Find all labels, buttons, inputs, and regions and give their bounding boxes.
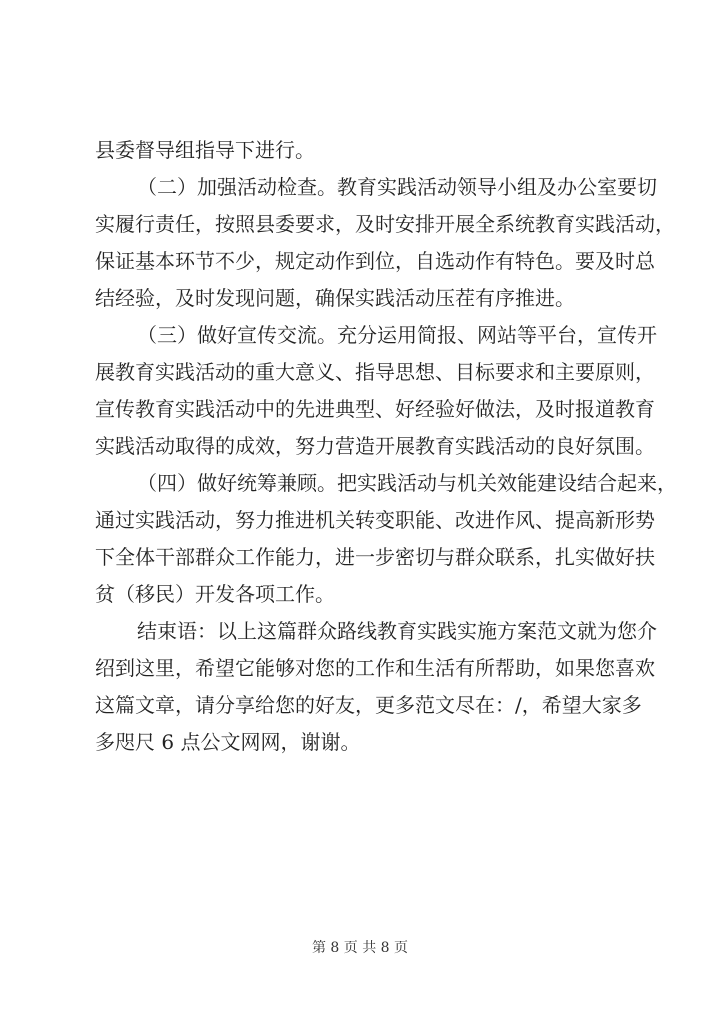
text-line: （二）加强活动检查。教育实践活动领导小组及办公室要切 — [137, 175, 657, 199]
document-body — [95, 132, 677, 761]
text-line: （三）做好宣传交流。充分运用简报、网站等平台，宣传开 — [137, 323, 657, 347]
text-line: 结束语：以上这篇群众路线教育实践实施方案范文就为您介 — [137, 619, 657, 643]
text-line: 结经验，及时发现问题，确保实践活动压茬有序推进。 — [95, 286, 575, 310]
text-line: 实践活动取得的成效，努力营造开展教育实践活动的良好氛围。 — [95, 434, 655, 458]
text-line: 实履行责任，按照县委要求，及时安排开展全系统教育实践活动， — [95, 212, 675, 236]
text-line: 这篇文章，请分享给您的好友，更多范文尽在：/，希望大家多 — [95, 693, 642, 717]
text-line: 绍到这里，希望它能够对您的工作和生活有所帮助，如果您喜欢 — [95, 656, 655, 680]
text-line: 县委督导组指导下进行。 — [95, 138, 315, 162]
text-line: （四）做好统筹兼顾。把实践活动与机关效能建设结合起来， — [137, 471, 677, 495]
text-line: 保证基本环节不少，规定动作到位，自选动作有特色。要及时总 — [95, 249, 655, 273]
text-line: 贫（移民）开发各项工作。 — [95, 582, 335, 606]
text-line: 下全体干部群众工作能力，进一步密切与群众联系，扎实做好扶 — [95, 545, 655, 569]
text-line: 多咫尺 6 点公文网网，谢谢。 — [95, 730, 361, 754]
text-line: 展教育实践活动的重大意义、指导思想、目标要求和主要原则， — [95, 360, 655, 384]
text-line: 宣传教育实践活动中的先进典型、好经验好做法，及时报道教育 — [95, 397, 655, 421]
page-number-footer: 第 8 页 共 8 页 — [311, 940, 409, 956]
text-line: 通过实践活动，努力推进机关转变职能、改进作风、提高新形势 — [95, 508, 655, 532]
